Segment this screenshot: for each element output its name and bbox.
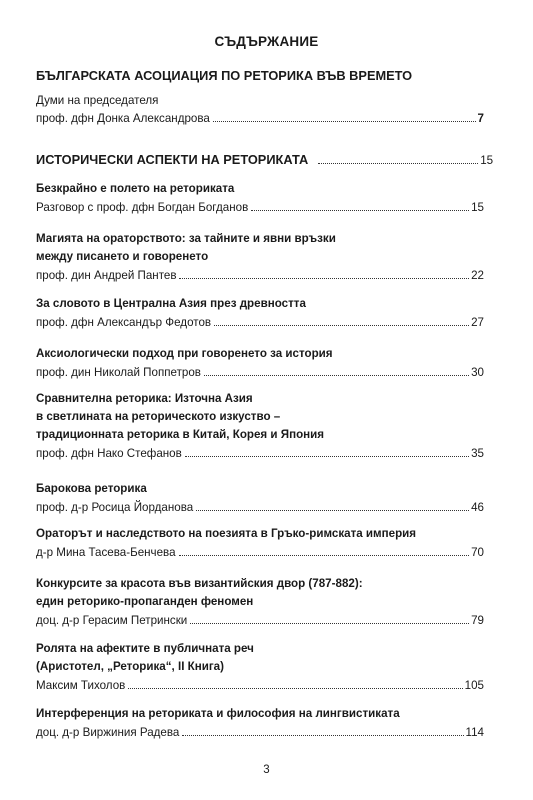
entry-author: проф. дфн Нако Стефанов — [36, 447, 182, 460]
leader-dots — [128, 688, 462, 689]
entry-page: 105 — [464, 679, 484, 692]
entry-page: 30 — [471, 366, 484, 379]
leader-dots — [213, 121, 476, 122]
leader-dots — [179, 555, 470, 556]
entry-title-line: Интерференция на реториката и философия на лингвистиката — [36, 707, 400, 720]
entry-title-line: в светлината на реторическото изкуство – — [36, 410, 281, 423]
entry-title-line: Сравнителна реторика: Източна Азия — [36, 392, 253, 405]
entry-author: доц. д-р Герасим Петрински — [36, 614, 188, 627]
leader-dots — [251, 210, 469, 211]
entry-page: 35 — [471, 447, 484, 460]
section-title-historical — [36, 152, 494, 167]
entry-author: д-р Мина Тасева-Бенчева — [36, 546, 176, 559]
toc-entry — [36, 366, 484, 379]
toc-entry — [36, 269, 484, 282]
toc-entry — [36, 614, 484, 627]
toc-entry — [36, 316, 484, 329]
leader-dots — [185, 456, 469, 457]
entry-title-line: За словото в Централна Азия през древността — [36, 297, 306, 310]
leader-dots — [318, 163, 478, 164]
entry-page: 27 — [471, 316, 484, 329]
entry-author: Максим Тихолов — [36, 679, 126, 692]
entry-author: проф. дин Андрей Пантев — [36, 269, 177, 282]
toc-entry — [36, 546, 484, 559]
entry-page: 79 — [471, 614, 484, 627]
entry-author: проф. дфн Донка Александрова — [36, 112, 210, 125]
toc-entry-chair — [36, 112, 484, 125]
entry-title-line: (Аристотел, „Реторика“, II Книга) — [36, 660, 224, 673]
leader-dots — [190, 623, 469, 624]
entry-page: 70 — [471, 546, 484, 559]
entry-author: Разговор с проф. дфн Богдан Богданов — [36, 201, 249, 214]
toc-entry — [36, 726, 484, 739]
leader-dots — [179, 278, 469, 279]
page-number: 3 — [263, 764, 270, 776]
section-subtitle: Думи на председателя — [36, 94, 159, 107]
entry-page: 15 — [471, 201, 484, 214]
leader-dots — [182, 735, 463, 736]
section-page: 15 — [480, 154, 494, 167]
entry-title-line: Барокова реторика — [36, 482, 147, 495]
toc-heading: СЪДЪРЖАНИЕ — [214, 34, 319, 49]
toc-entry — [36, 501, 484, 514]
toc-entry — [36, 447, 484, 460]
leader-dots — [204, 375, 469, 376]
entry-author: проф. дфн Александър Федотов — [36, 316, 212, 329]
entry-page: 22 — [471, 269, 484, 282]
entry-page: 46 — [471, 501, 484, 514]
entry-title-line: между писането и говоренето — [36, 250, 209, 263]
toc-entry — [36, 679, 484, 692]
toc-entry — [36, 201, 484, 214]
entry-page: 7 — [477, 112, 484, 125]
entry-title-line: Безкрайно е полето на реториката — [36, 182, 235, 195]
leader-dots — [214, 325, 469, 326]
entry-title-line: Ораторът и наследството на поезията в Гръко-римската империя — [36, 527, 417, 540]
entry-author: проф. дин Николай Поппетров — [36, 366, 201, 379]
section-title-association: БЪЛГАРСКАТА АСОЦИАЦИЯ ПО РЕТОРИКА ВЪВ ВРЕМЕТО — [36, 68, 413, 83]
entry-author: проф. д-р Росица Йорданова — [36, 501, 194, 514]
entry-author: доц. д-р Виржиния Радева — [36, 726, 180, 739]
section-title: ИСТОРИЧЕСКИ АСПЕКТИ НА РЕТОРИКАТА — [36, 152, 309, 167]
entry-title-line: един реторико-пропаганден феномен — [36, 595, 254, 608]
entry-title-line: Аксиологически подход при говоренето за история — [36, 347, 333, 360]
entry-title-line: Ролята на афектите в публичната реч — [36, 642, 254, 655]
entry-title-line: Магията на ораторството: за тайните и явни връзки — [36, 232, 336, 245]
entry-page: 114 — [465, 726, 484, 739]
entry-title-line: традиционната реторика в Китай, Корея и Япония — [36, 428, 325, 441]
entry-title-line: Конкурсите за красота във византийския двор (787-882): — [36, 577, 363, 590]
leader-dots — [196, 510, 469, 511]
